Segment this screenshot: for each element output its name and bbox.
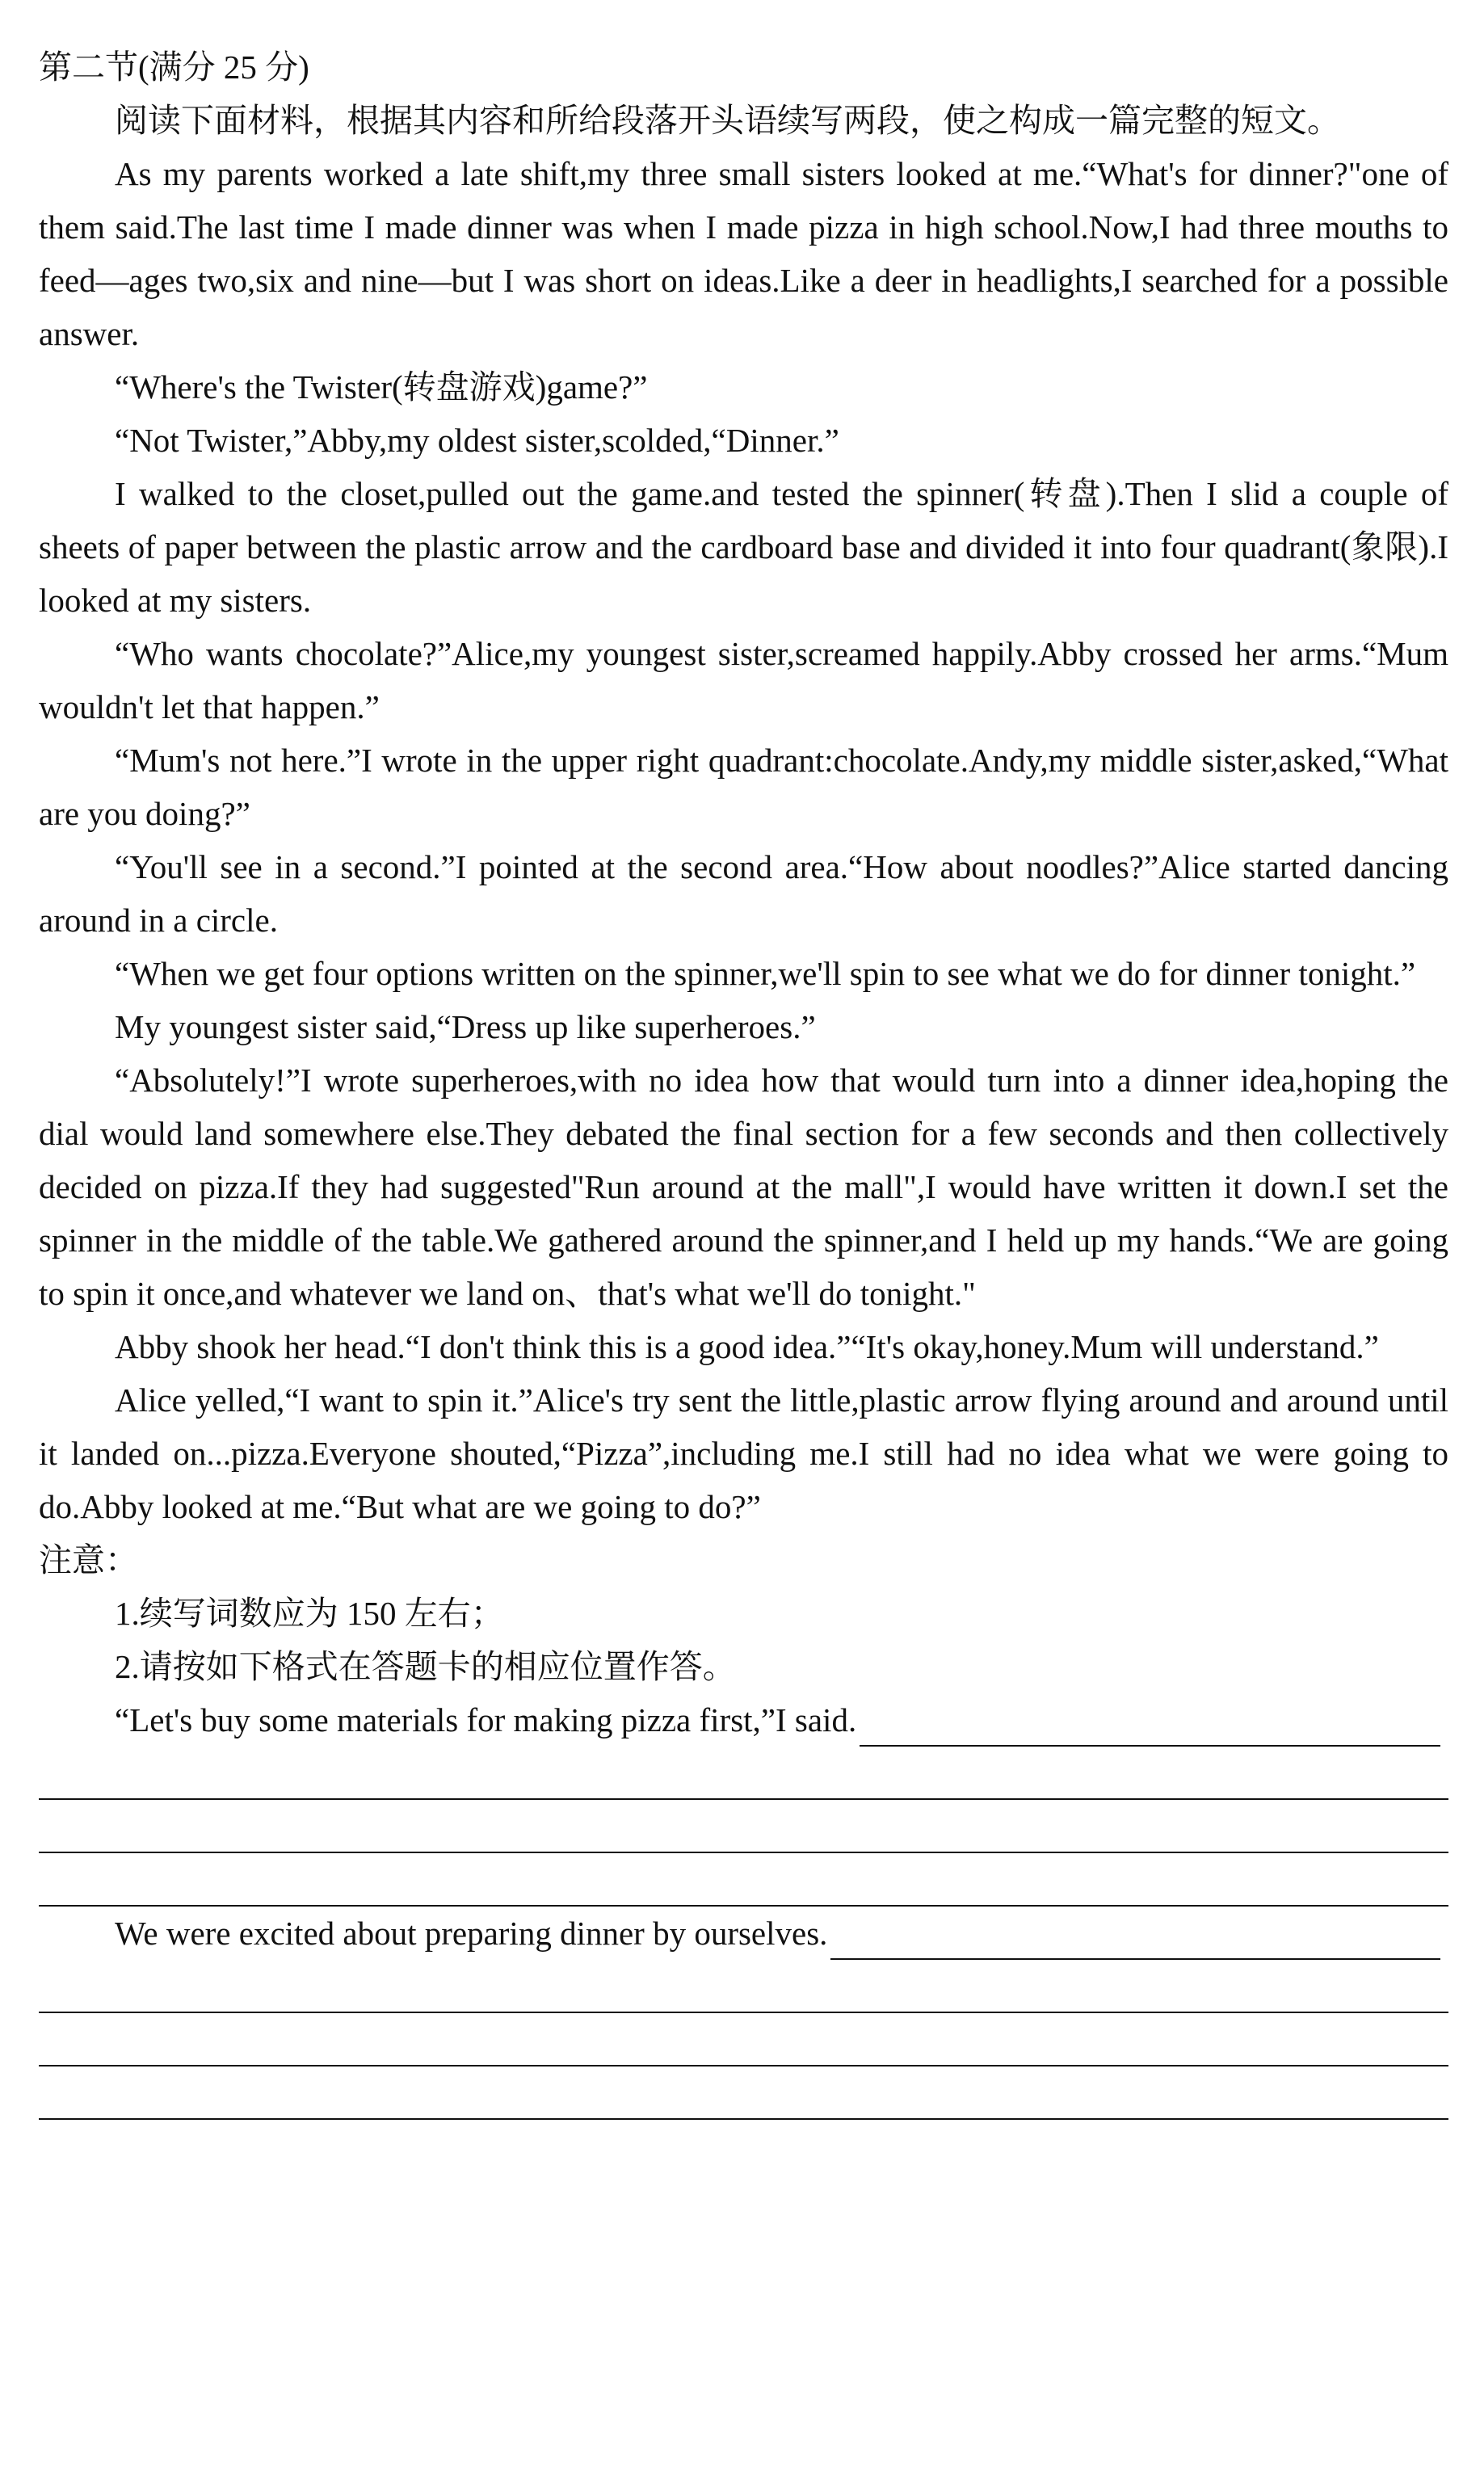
story-paragraph: “Where's the Twister(转盘游戏)game?” [115, 368, 648, 406]
continuation-paragraph-1 [39, 1693, 1448, 1907]
instruction: 阅读下面材料，根据其内容和所给段落开头语续写两段，使之构成一篇完整的短文。 [115, 102, 1340, 139]
answer-blank[interactable] [830, 1916, 1440, 1960]
story-paragraph: I walked to the closet,pulled out the game.and tested the spinner(转盘).Then I slid a couple of sheets of paper between the plastic arrow and the cardboard base and divided it into four quadrant(象限).I looked at my sisters. [39, 475, 1448, 619]
prompt-line [39, 1907, 1448, 1960]
continuation-paragraph-2 [39, 1907, 1448, 2120]
story-paragraph: “Who wants chocolate?”Alice,my youngest sister,screamed happily.Abby crossed her arms.“Mum wouldn't let that happen.” [39, 635, 1448, 725]
story-paragraph: “Absolutely!”I wrote superheroes,with no idea how that would turn into a dinner idea,hoping the dial would land somewhere else.They debated the final section for a few seconds and then collectively decided on pizza.If they had suggested"Run around at the mall",I would have written it down.I set the spinner in the middle of the table.We gathered around the spinner,and I held up my hands.“We are going to spin it once,and whatever we land on、that's what we'll do tonight." [39, 1062, 1448, 1312]
note-item: 2.请按如下格式在答题卡的相应位置作答。 [115, 1648, 736, 1685]
story-paragraph: “When we get four options written on the spinner,we'll spin to see what we do for dinner tonight.” [115, 955, 1416, 992]
story-paragraph: Alice yelled,“I want to spin it.”Alice's try sent the little,plastic arrow flying around and around until it landed on...pizza.Everyone shouted,“Pizza”,including me.I still had no idea what we were going to do.Abby looked at me.“But what are we going to do?” [39, 1381, 1448, 1525]
prompt-opening: “Let's buy some materials for making pizza first,”I said. [115, 1701, 857, 1739]
answer-line[interactable] [39, 2066, 1448, 2120]
story-paragraph: As my parents worked a late shift,my three small sisters looked at me.“What's for dinner?"one of them said.The last time I made dinner was when I made pizza in high school.Now,I had three mouths to feed—ages two,six and nine—but I was short on ideas.Like a deer in headlights,I searched for a possible answer. [39, 155, 1448, 352]
exam-page [39, 40, 1448, 2120]
story-paragraph: “Mum's not here.”I wrote in the upper right quadrant:chocolate.Andy,my middle sister,asked,“What are you doing?” [39, 742, 1448, 832]
prompt-line [39, 1693, 1448, 1747]
story [39, 147, 1448, 1533]
answer-line[interactable] [39, 1960, 1448, 2013]
answer-line[interactable] [39, 1800, 1448, 1853]
answer-line[interactable] [39, 1747, 1448, 1800]
story-paragraph: “You'll see in a second.”I pointed at the second area.“How about noodles?”Alice started dancing around in a circle. [39, 848, 1448, 939]
answer-line[interactable] [39, 1853, 1448, 1907]
note-item: 1.续写词数应为 150 左右； [115, 1595, 504, 1632]
answer-blank[interactable] [860, 1703, 1440, 1747]
answer-line[interactable] [39, 2013, 1448, 2066]
notes-heading: 注意： [39, 1541, 138, 1579]
prompt-opening: We were excited about preparing dinner by ourselves. [115, 1915, 828, 1952]
story-paragraph: My youngest sister said,“Dress up like superheroes.” [115, 1008, 816, 1045]
section-title: 第二节(满分 25 分) [39, 48, 309, 86]
story-paragraph: Abby shook her head.“I don't think this is a good idea.”“It's okay,honey.Mum will understand.” [115, 1328, 1379, 1365]
story-paragraph: “Not Twister,”Abby,my oldest sister,scolded,“Dinner.” [115, 422, 839, 459]
